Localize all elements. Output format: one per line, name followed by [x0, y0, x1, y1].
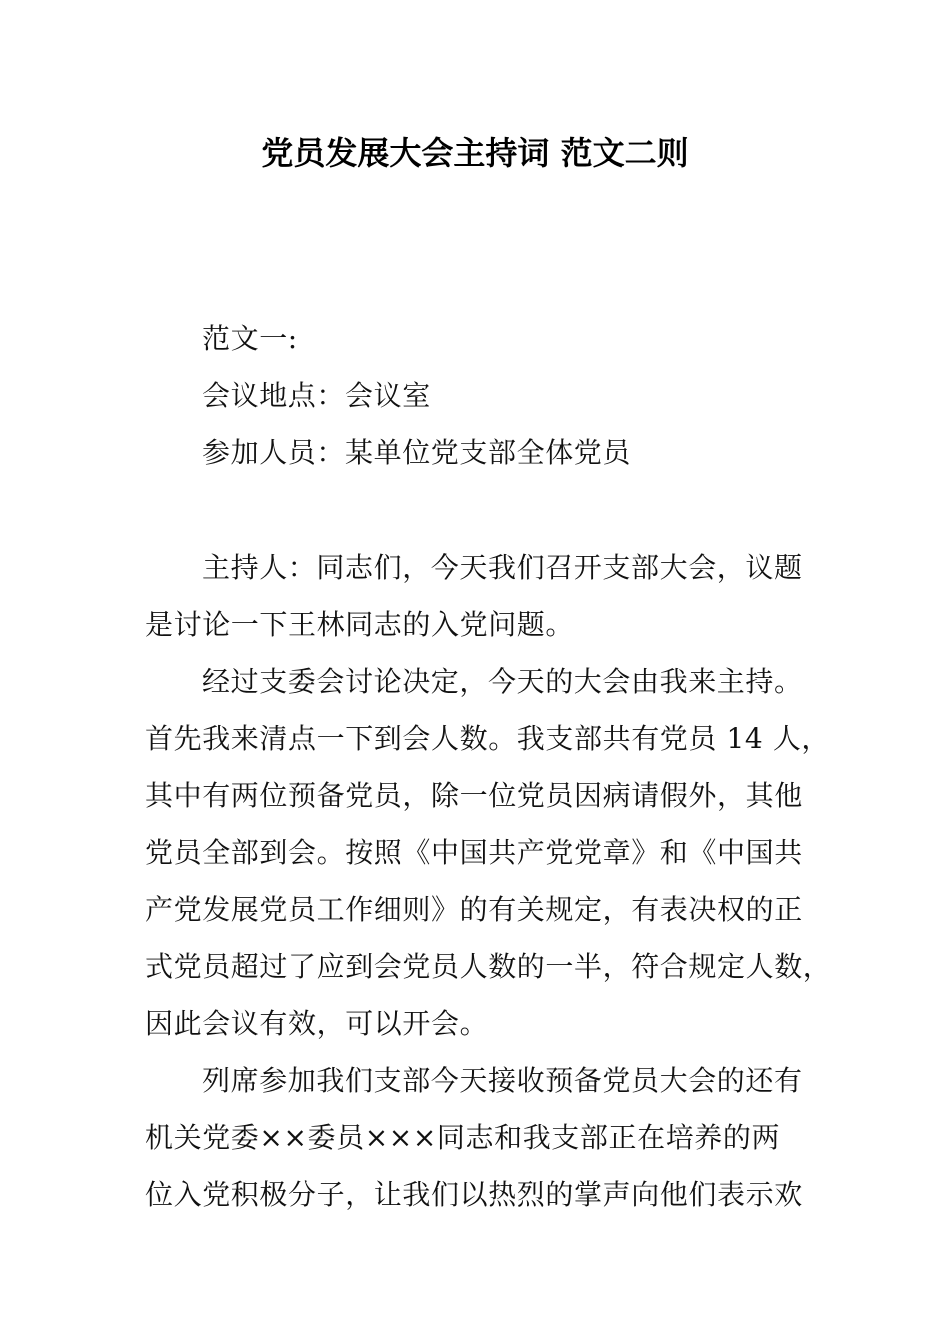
paragraph-line: 主持人：同志们，今天我们召开支部大会，议题 [202, 551, 803, 584]
paragraph-line: 经过支委会讨论决定，今天的大会由我来主持。 [202, 665, 803, 698]
paragraph-line: 列席参加我们支部今天接收预备党员大会的还有 [202, 1064, 803, 1097]
paragraph-line: 其中有两位预备党员，除一位党员因病请假外，其他 [145, 779, 803, 812]
participants-line: 参加人员：某单位党支部全体党员 [202, 436, 632, 469]
paragraph-line: 首先我来清点一下到会人数。我支部共有党员 14 人， [145, 722, 831, 755]
paragraph-line: 机关党委××委员×××同志和我支部正在培养的两 [145, 1121, 781, 1154]
section-heading: 范文一: [202, 322, 298, 355]
paragraph-line: 产党发展党员工作细则》的有关规定，有表决权的正 [145, 893, 803, 926]
meeting-location-line: 会议地点：会议室 [202, 379, 431, 412]
paragraph-line: 是讨论一下王林同志的入党问题。 [145, 608, 575, 641]
paragraph-line: 式党员超过了应到会党员人数的一半，符合规定人数， [145, 950, 832, 983]
paragraph-line: 位入党积极分子，让我们以热烈的掌声向他们表示欢 [145, 1178, 803, 1211]
document-title: 党员发展大会主持词 范文二则 [261, 134, 689, 172]
paragraph-line: 因此会议有效，可以开会。 [145, 1007, 489, 1040]
paragraph-line: 党员全部到会。按照《中国共产党党章》和《中国共 [145, 836, 803, 869]
